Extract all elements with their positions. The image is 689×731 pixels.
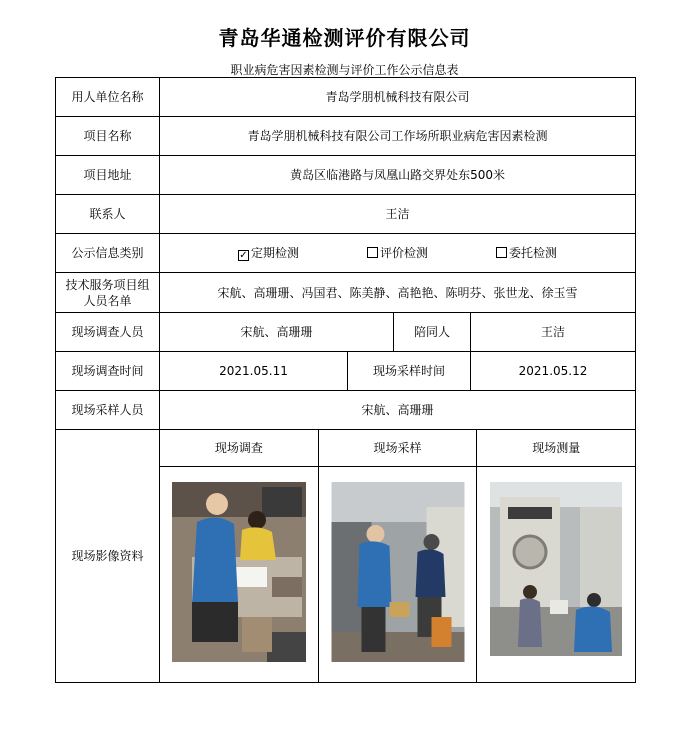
photo-survey-cell [160, 467, 319, 682]
project-value: 青岛学朋机械科技有限公司工作场所职业病危害因素检测 [160, 117, 636, 156]
sampling-staff-label: 现场采样人员 [56, 391, 160, 430]
photo-sampling-cell [319, 467, 478, 682]
photo-header-survey: 现场调查 [160, 430, 319, 466]
address-value: 黄岛区临港路与凤凰山路交界处东500米 [160, 156, 636, 195]
survey-staff-value: 宋航、高珊珊 [160, 313, 394, 352]
category-option-label: 定期检测 [251, 246, 300, 260]
escort-value: 王洁 [471, 313, 636, 352]
photo-row [160, 467, 635, 682]
address-label: 项目地址 [56, 156, 160, 195]
company-title: 青岛华通检测评价有限公司 [218, 26, 471, 50]
sampling-time-value: 2021.05.12 [471, 352, 636, 391]
checkbox-empty-icon [367, 247, 378, 258]
category-option-commissioned[interactable] [496, 245, 557, 261]
category-label: 公示信息类别 [56, 234, 160, 273]
category-option-periodic[interactable] [238, 245, 299, 261]
photo-survey [172, 482, 306, 662]
team-label: 技术服务项目组人员名单 [56, 273, 160, 313]
team-value: 宋航、高珊珊、冯国君、陈美静、高艳艳、陈明芬、张世龙、徐玉雪 [160, 273, 636, 313]
photo-header-sampling: 现场采样 [319, 430, 478, 466]
survey-time-value: 2021.05.11 [160, 352, 348, 391]
survey-time-label: 现场调查时间 [56, 352, 160, 391]
checkbox-checked-icon: ✓ [239, 250, 248, 261]
photo-header-measurement: 现场测量 [532, 441, 581, 455]
escort-label: 陪同人 [394, 313, 471, 352]
category-option-evaluation[interactable] [367, 245, 428, 261]
contact-value: 王洁 [160, 195, 636, 234]
employer-value: 青岛学朋机械科技有限公司 [160, 78, 636, 117]
form-subtitle: 职业病危害因素检测与评价工作公示信息表 [230, 63, 459, 77]
sampling-time-label: 现场采样时间 [348, 352, 471, 391]
survey-staff-label: 现场调查人员 [56, 313, 160, 352]
images-label: 现场影像资料 [56, 430, 160, 683]
photo-headers [160, 430, 635, 467]
photo-measurement-cell [477, 467, 635, 682]
category-option-label: 评价检测 [380, 246, 429, 260]
project-label: 项目名称 [56, 117, 160, 156]
employer-label: 用人单位名称 [56, 78, 160, 117]
category-options [160, 234, 636, 273]
disclosure-table [55, 77, 636, 683]
images-cell [160, 430, 636, 683]
photo-measurement [490, 482, 622, 656]
photo-sampling [331, 482, 464, 662]
category-option-label: 委托检测 [509, 246, 558, 260]
contact-label: 联系人 [56, 195, 160, 234]
sampling-staff-value: 宋航、高珊珊 [160, 391, 636, 430]
checkbox-empty-icon [496, 247, 507, 258]
